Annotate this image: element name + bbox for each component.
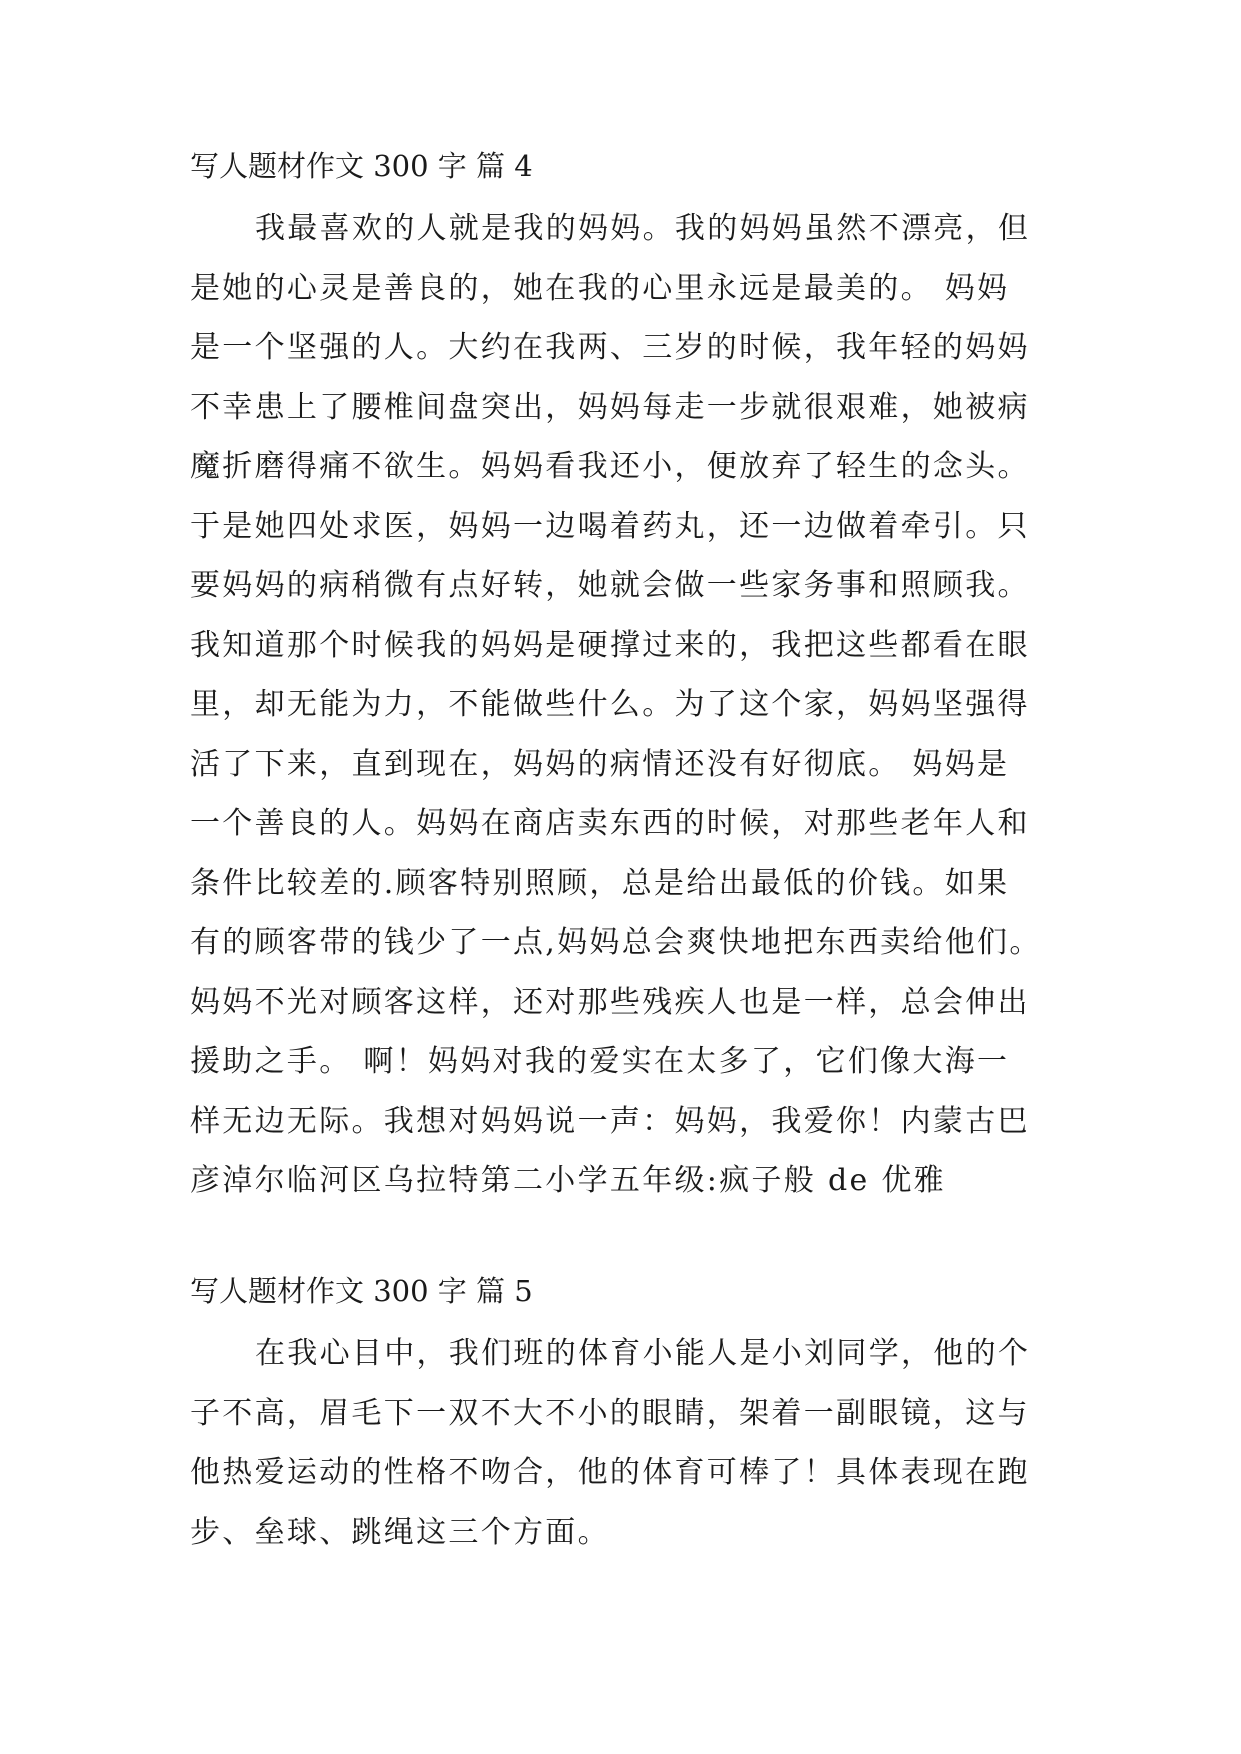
- essay-heading: 写人题材作文 300 字 篇 4: [190, 149, 533, 183]
- paragraph-line: 在我心目中，我们班的体育小能人是小刘同学，他的个: [255, 1336, 1031, 1371]
- paragraph-line: 是她的心灵是善良的，她在我的心里永远是最美的。 妈妈: [190, 270, 1010, 306]
- paragraph-line: 有的顾客带的钱少了一点,妈妈总会爽快地把东西卖给他们。: [190, 925, 1042, 960]
- paragraph-line: 样无边无际。我想对妈妈说一声：妈妈，我爱你！内蒙古巴: [190, 1103, 1030, 1139]
- paragraph-line: 他热爱运动的性格不吻合，他的体育可棒了！具体表现在跑: [190, 1455, 1030, 1490]
- paragraph-line: 援助之手。 啊！妈妈对我的爱实在太多了，它们像大海一: [190, 1044, 1010, 1079]
- paragraph-line: 我最喜欢的人就是我的妈妈。我的妈妈虽然不漂亮，但: [255, 211, 1031, 246]
- essay-heading: 写人题材作文 300 字 篇 5: [190, 1274, 533, 1308]
- paragraph-line: 要妈妈的病稍微有点好转，她就会做一些家务事和照顾我。: [190, 568, 1030, 603]
- paragraph-line: 一个善良的人。妈妈在商店卖东西的时候，对那些老年人和: [190, 806, 1030, 841]
- paragraph-line: 子不高，眉毛下一双不大不小的眼睛，架着一副眼镜，这与: [190, 1395, 1030, 1431]
- paragraph-line: 条件比较差的.顾客特别照顾，总是给出最低的价钱。如果: [190, 865, 1010, 901]
- paragraph-line: 活了下来，直到现在，妈妈的病情还没有好彻底。 妈妈是: [190, 746, 1010, 782]
- essay-section-5: [190, 1270, 1060, 1562]
- paragraph-line: 步、垒球、跳绳这三个方面。: [190, 1514, 610, 1550]
- essay-section-4: [190, 145, 1060, 1211]
- paragraph-line: 里，却无能为力，不能做些什么。为了这个家，妈妈坚强得: [190, 687, 1030, 722]
- paragraph-line: 我知道那个时候我的妈妈是硬撑过来的，我把这些都看在眼: [190, 627, 1030, 663]
- essay-body: [190, 1324, 1060, 1562]
- paragraph-line: 妈妈不光对顾客这样，还对那些残疾人也是一样，总会伸出: [190, 984, 1030, 1020]
- paragraph-line: 是一个坚强的人。大约在我两、三岁的时候，我年轻的妈妈: [190, 330, 1030, 365]
- essay-body: [190, 199, 1060, 1211]
- paragraph-line: 不幸患上了腰椎间盘突出，妈妈每走一步就很艰难，她被病: [190, 389, 1030, 425]
- paragraph-line: 于是她四处求医，妈妈一边喝着药丸，还一边做着牵引。只: [190, 508, 1030, 544]
- paragraph-line: 魔折磨得痛不欲生。妈妈看我还小，便放弃了轻生的念头。: [190, 449, 1030, 484]
- paragraph-line: 彦淖尔临河区乌拉特第二小学五年级:疯子般 de 优雅: [190, 1163, 946, 1198]
